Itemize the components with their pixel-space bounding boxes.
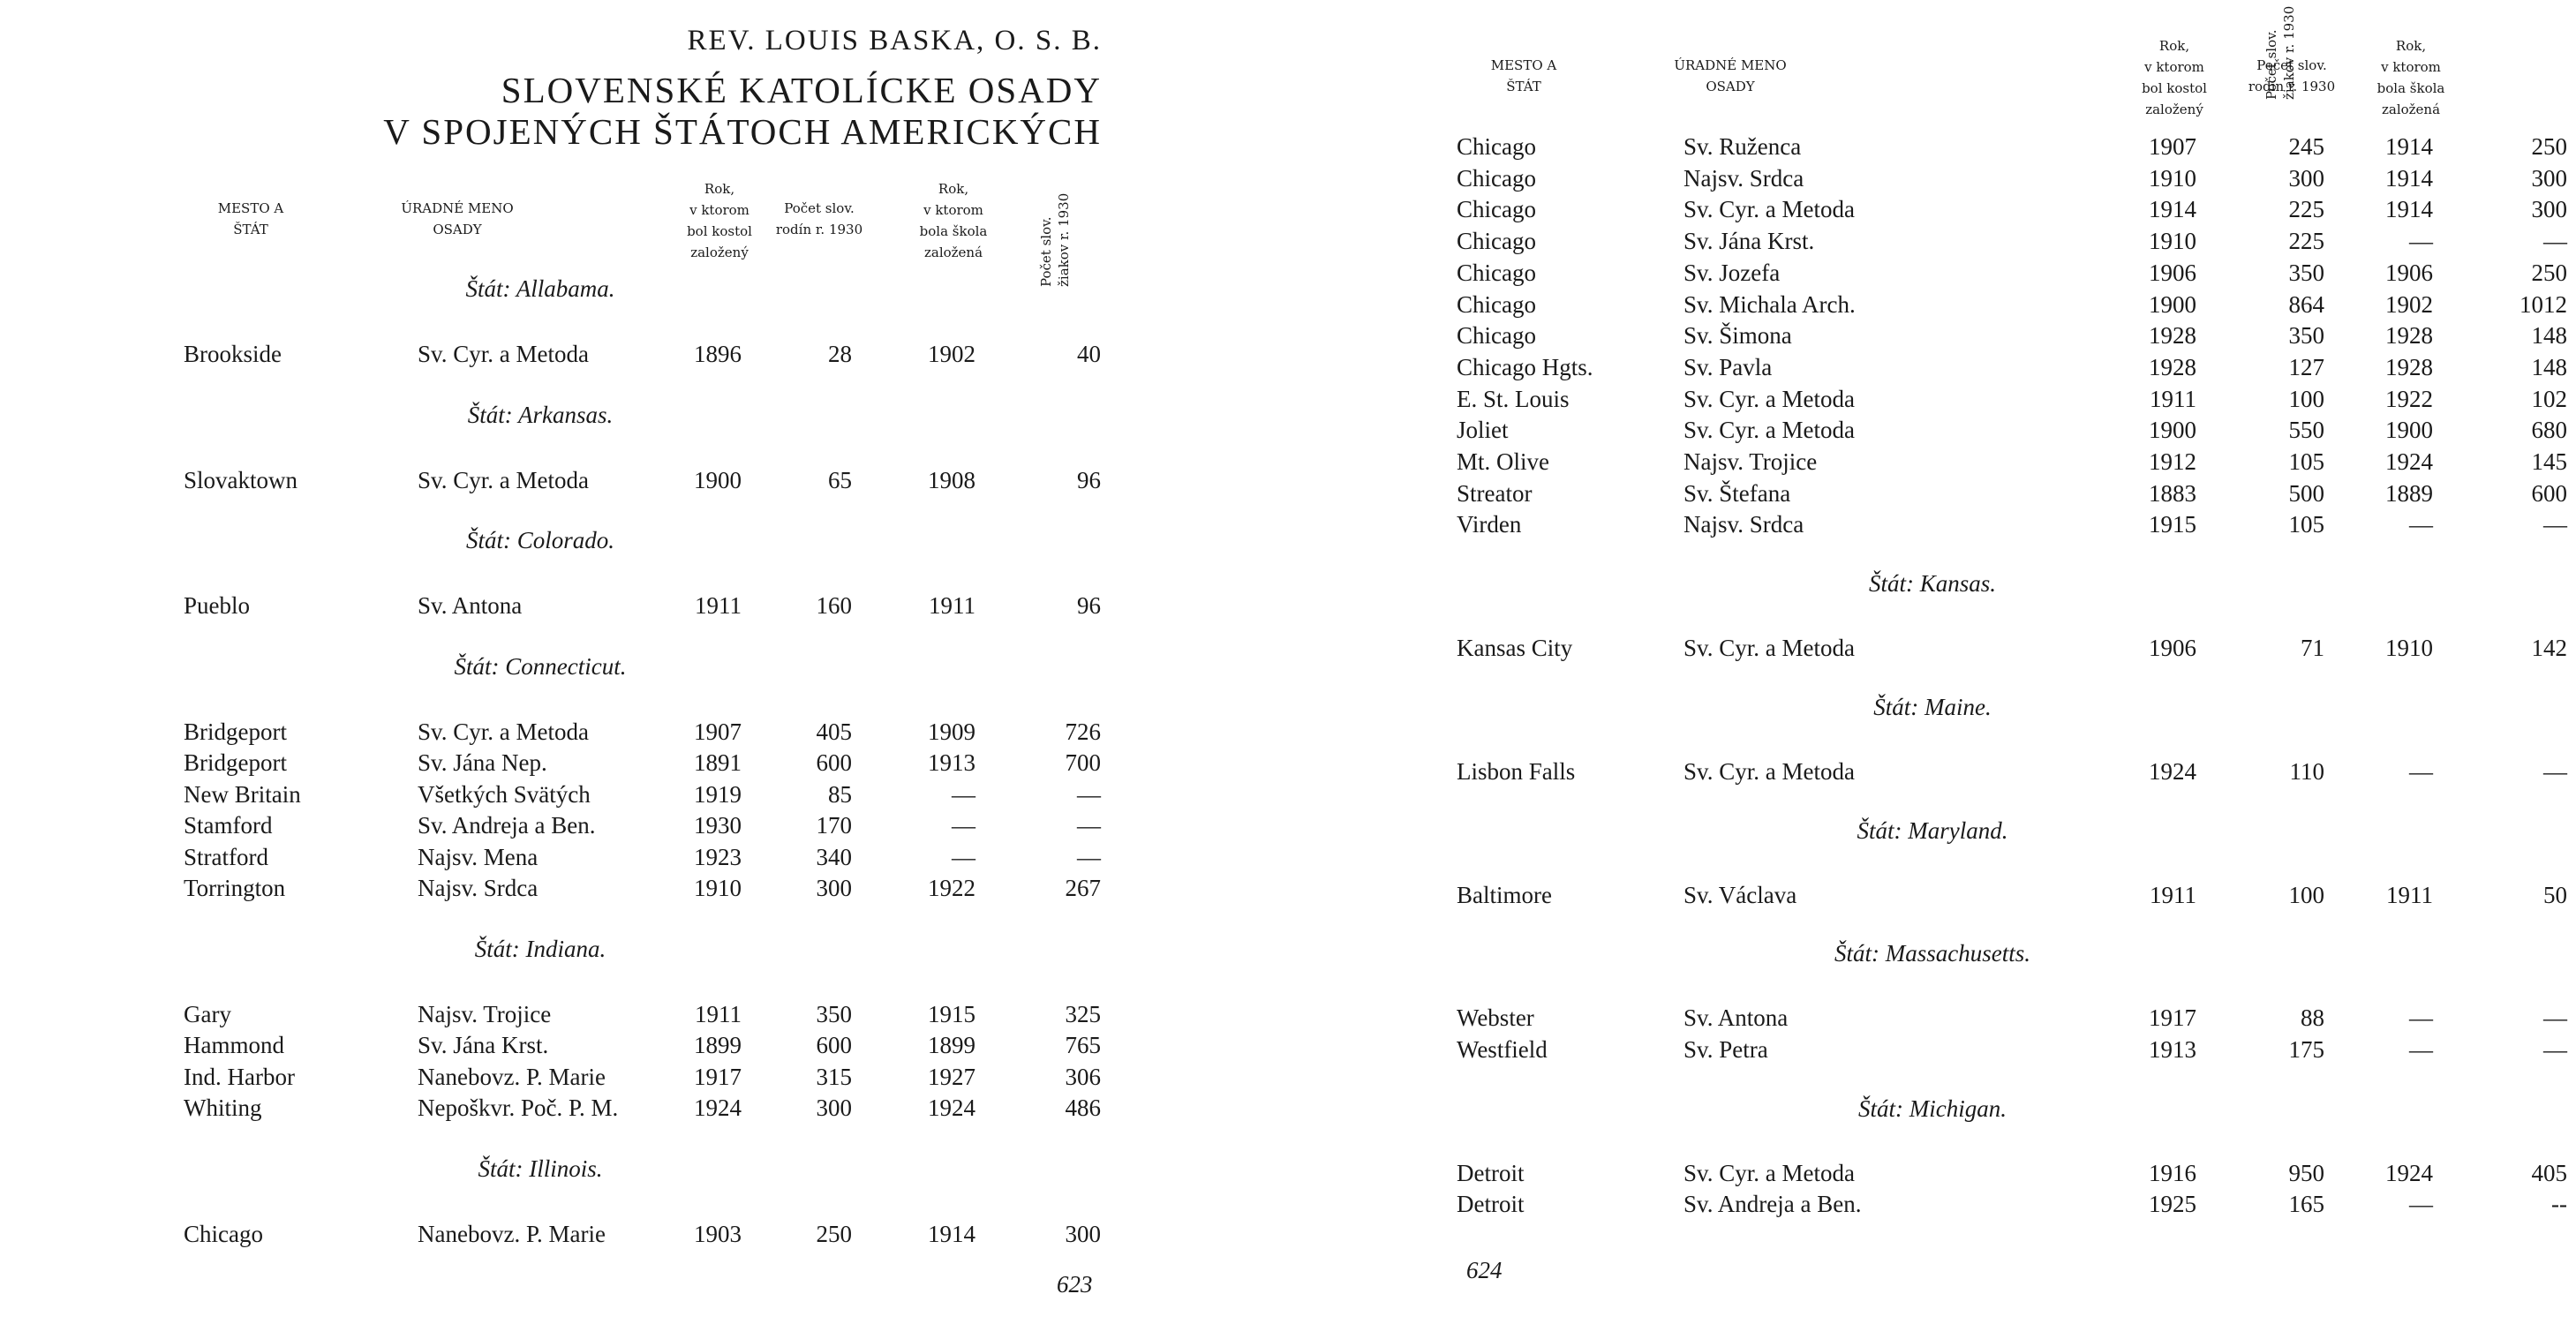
school-year-cell: 1928 <box>2385 322 2433 350</box>
header-line: bol kostol <box>2142 80 2207 96</box>
city-cell: Slovaktown <box>184 466 298 493</box>
church-year-cell: 1899 <box>694 1032 742 1058</box>
table-row <box>1457 879 2576 911</box>
church-year-cell: 1911 <box>695 592 742 619</box>
table-row <box>184 1218 1110 1250</box>
school-year-cell: 1914 <box>2385 196 2433 223</box>
parish-name-cell: Sv. Cyr. a Metoda <box>1683 385 1855 412</box>
column-header-parish <box>1616 55 1845 97</box>
table-row <box>184 841 1110 873</box>
table-row <box>1457 756 2576 787</box>
church-year-cell: 1907 <box>694 718 742 745</box>
header-line: založený <box>690 244 749 260</box>
pupils-count-cell: 765 <box>1065 1032 1101 1058</box>
state-heading: Štát: Maine. <box>1873 693 1992 720</box>
city-cell: Hammond <box>184 1032 284 1058</box>
table-row <box>1457 478 2576 509</box>
table-row <box>184 1061 1110 1093</box>
pupils-count-cell: 50 <box>2543 881 2567 908</box>
parish-name-cell: Sv. Šimona <box>1683 322 1792 350</box>
pupils-count-cell: 300 <box>1065 1220 1101 1247</box>
pupils-count-cell: 700 <box>1065 749 1101 776</box>
church-year-cell: 1919 <box>694 780 742 808</box>
pupils-count-cell: — <box>2543 1035 2567 1063</box>
city-cell: Ind. Harbor <box>184 1063 295 1090</box>
school-year-cell: 1928 <box>2385 353 2433 380</box>
church-year-cell: 1917 <box>694 1063 742 1090</box>
pupils-count-cell: — <box>2543 228 2567 255</box>
parish-name-cell: Sv. Pavla <box>1683 353 1773 380</box>
table-row <box>184 590 1110 621</box>
city-cell: Joliet <box>1457 417 1509 444</box>
parish-name-cell: Sv. Cyr. a Metoda <box>1683 196 1855 223</box>
pupils-count-cell: 306 <box>1065 1063 1101 1090</box>
table-row <box>1457 1034 2576 1065</box>
pupils-count-cell: 680 <box>2531 417 2567 444</box>
table-row <box>184 716 1110 748</box>
pupils-count-cell: 148 <box>2531 322 2567 350</box>
pupils-count-cell: -- <box>2551 1191 2567 1218</box>
church-year-cell: 1914 <box>2149 196 2196 223</box>
families-count-cell: 600 <box>816 1032 852 1058</box>
school-year-cell: — <box>952 843 975 870</box>
pupils-count-cell: 96 <box>1077 466 1101 493</box>
pupils-count-cell: 102 <box>2531 385 2567 412</box>
city-cell: Webster <box>1457 1004 1534 1032</box>
column-header-school-year <box>887 178 1020 263</box>
parish-name-cell: Sv. Cyr. a Metoda <box>418 466 589 493</box>
city-cell: Stamford <box>184 812 273 839</box>
header-line: OSADY <box>433 222 482 237</box>
pupils-count-cell: — <box>2543 757 2567 785</box>
header-line: Rok, <box>938 181 969 197</box>
header-line: Rok, <box>704 181 735 197</box>
families-count-cell: 405 <box>816 718 852 745</box>
church-year-cell: 1923 <box>694 843 742 870</box>
header-line: bola škola <box>2376 80 2445 96</box>
parish-name-cell: Najsv. Srdca <box>418 875 539 901</box>
column-header-families <box>753 198 885 240</box>
table-row <box>184 779 1110 810</box>
families-count-cell: 250 <box>816 1220 852 1247</box>
header-line: v ktorom <box>2381 59 2441 75</box>
table-row <box>184 1029 1110 1061</box>
parish-name-cell: Sv. Jána Nep. <box>418 749 547 776</box>
city-cell: Chicago <box>1457 196 1536 223</box>
parish-name-cell: Sv. Cyr. a Metoda <box>1683 1159 1855 1186</box>
church-year-cell: 1910 <box>2149 228 2196 255</box>
header-line: založená <box>923 244 983 260</box>
city-cell: Westfield <box>1457 1035 1548 1063</box>
school-year-cell: 1902 <box>2385 290 2433 318</box>
state-heading: Štát: Indiana. <box>474 935 606 962</box>
church-year-cell: 1906 <box>2149 635 2196 662</box>
families-count-cell: 300 <box>816 1095 852 1121</box>
church-year-cell: 1928 <box>2149 322 2196 350</box>
church-year-cell: 1903 <box>694 1220 742 1247</box>
column-header-city <box>1453 55 1594 97</box>
city-cell: Chicago <box>1457 228 1536 255</box>
city-cell: Torrington <box>184 875 286 901</box>
table-row <box>184 809 1110 841</box>
church-year-cell: 1925 <box>2149 1191 2196 1218</box>
parish-name-cell: Sv. Michala Arch. <box>1683 290 1856 318</box>
school-year-cell: 1911 <box>2386 881 2433 908</box>
parish-name-cell: Sv. Andreja a Ben. <box>418 812 596 839</box>
families-count-cell: 245 <box>2288 133 2324 160</box>
school-year-cell: 1899 <box>928 1032 975 1058</box>
school-year-cell: 1911 <box>929 592 975 619</box>
families-count-cell: 105 <box>2288 448 2324 475</box>
table-row <box>1457 193 2576 225</box>
families-count-cell: 340 <box>816 843 852 870</box>
families-count-cell: 350 <box>816 1000 852 1027</box>
church-year-cell: 1891 <box>694 749 742 776</box>
families-count-cell: 165 <box>2288 1191 2324 1218</box>
header-line: rodín r. 1930 <box>2248 79 2336 94</box>
city-cell: Chicago <box>1457 259 1536 286</box>
header-line: rodín r. 1930 <box>775 222 863 237</box>
church-year-cell: 1896 <box>694 341 742 367</box>
parish-name-cell: Najsv. Srdca <box>1683 164 1804 192</box>
parish-name-cell: Sv. Ruženca <box>1683 133 1802 160</box>
school-year-cell: 1924 <box>2385 448 2433 475</box>
parish-name-cell: Sv. Jána Krst. <box>1683 228 1815 255</box>
school-year-cell: — <box>2409 757 2433 785</box>
church-year-cell: 1906 <box>2149 259 2196 286</box>
parish-name-cell: Všetkých Svätých <box>418 780 591 808</box>
table-row <box>1457 257 2576 289</box>
school-year-cell: 1927 <box>928 1063 975 1090</box>
pupils-count-cell: 325 <box>1065 1000 1101 1027</box>
parish-name-cell: Sv. Štefana <box>1683 479 1791 507</box>
column-header-school-year <box>2345 35 2477 120</box>
table-row <box>1457 1157 2576 1189</box>
church-year-cell: 1924 <box>694 1095 742 1121</box>
table-row <box>184 1092 1110 1124</box>
header-line: MESTO A <box>217 200 284 216</box>
header-line: bol kostol <box>687 223 752 239</box>
school-year-cell: — <box>952 812 975 839</box>
school-year-cell: 1909 <box>928 718 975 745</box>
header-line: Počet slov. <box>2256 57 2327 73</box>
city-cell: Lisbon Falls <box>1457 757 1576 785</box>
church-year-cell: 1930 <box>694 812 742 839</box>
families-count-cell: 71 <box>2301 635 2324 662</box>
title-line-2: V SPOJENÝCH ŠTÁTOCH AMERICKÝCH <box>383 111 1102 152</box>
header-line: bola škola <box>919 223 988 239</box>
table-row <box>1457 632 2576 664</box>
parish-name-cell: Sv. Petra <box>1683 1035 1768 1063</box>
families-count-cell: 550 <box>2288 417 2324 444</box>
city-cell: Chicago <box>1457 290 1536 318</box>
table-row <box>1457 1188 2576 1220</box>
church-year-cell: 1916 <box>2149 1159 2196 1186</box>
header-line: ŠTÁT <box>233 222 268 237</box>
pupils-count-cell: 726 <box>1065 718 1101 745</box>
families-count-cell: 864 <box>2288 290 2324 318</box>
families-count-cell: 350 <box>2288 259 2324 286</box>
city-cell: Chicago <box>1457 133 1536 160</box>
city-cell: Bridgeport <box>184 749 287 776</box>
header-line: Počet slov. <box>2263 29 2279 100</box>
state-heading: Štát: Colorado. <box>465 527 615 553</box>
parish-name-cell: Najsv. Mena <box>418 843 539 870</box>
pupils-count-cell: 1012 <box>2520 290 2567 318</box>
city-cell: New Britain <box>184 780 301 808</box>
table-row <box>1457 320 2576 351</box>
header-line: Rok, <box>2158 38 2190 54</box>
column-header-church-year <box>2108 35 2241 120</box>
page-number: 623 <box>1057 1271 1093 1298</box>
header-line: ÚRADNÉ MENO <box>401 200 514 216</box>
column-header-pupils <box>2263 3 2298 100</box>
table-row <box>1457 508 2576 540</box>
header-line: v ktorom <box>923 202 983 218</box>
pupils-count-cell: 300 <box>2531 196 2567 223</box>
city-cell: Virden <box>1457 511 1522 538</box>
city-cell: Chicago <box>1457 322 1536 350</box>
pupils-count-cell: — <box>1077 812 1101 839</box>
pupils-count-cell: 405 <box>2531 1159 2567 1186</box>
pupils-count-cell: 40 <box>1077 341 1101 367</box>
table-row <box>1457 225 2576 257</box>
pupils-count-cell: 300 <box>2531 164 2567 192</box>
pupils-count-cell: 600 <box>2531 479 2567 507</box>
city-cell: Baltimore <box>1457 881 1552 908</box>
city-cell: Chicago <box>184 1220 263 1247</box>
families-count-cell: 300 <box>2288 164 2324 192</box>
families-count-cell: 88 <box>2301 1004 2324 1032</box>
state-heading: Štát: Allabama. <box>465 275 615 302</box>
table-row <box>184 747 1110 779</box>
city-cell: Chicago <box>1457 164 1536 192</box>
state-heading: Štát: Michigan. <box>1858 1095 2007 1122</box>
header-line: Rok, <box>2395 38 2427 54</box>
city-cell: Gary <box>184 1000 231 1027</box>
column-header-city <box>180 198 321 240</box>
families-count-cell: 500 <box>2288 479 2324 507</box>
header-line: založená <box>2381 102 2441 117</box>
church-year-cell: 1911 <box>2150 385 2196 412</box>
school-year-cell: 1910 <box>2385 635 2433 662</box>
school-year-cell: 1914 <box>928 1220 975 1247</box>
header-line: MESTO A <box>1490 57 1557 73</box>
parish-name-cell: Sv. Václava <box>1683 881 1797 908</box>
families-count-cell: 315 <box>816 1063 852 1090</box>
pupils-count-cell: 250 <box>2531 133 2567 160</box>
parish-name-cell: Najsv. Trojice <box>418 1000 552 1027</box>
header-line: v ktorom <box>2144 59 2204 75</box>
table-row <box>184 872 1110 904</box>
city-cell: Pueblo <box>184 592 251 619</box>
church-year-cell: 1900 <box>2149 290 2196 318</box>
table-row <box>184 464 1110 496</box>
parish-name-cell: Sv. Jozefa <box>1683 259 1781 286</box>
school-year-cell: 1889 <box>2385 479 2433 507</box>
church-year-cell: 1915 <box>2149 511 2196 538</box>
school-year-cell: — <box>2409 228 2433 255</box>
author-line: REV. LOUIS BASKA, O. S. B. <box>687 25 1102 56</box>
parish-name-cell: Sv. Jána Krst. <box>418 1032 549 1058</box>
parish-name-cell: Sv. Antona <box>418 592 523 619</box>
school-year-cell: 1914 <box>2385 164 2433 192</box>
city-cell: Streator <box>1457 479 1533 507</box>
school-year-cell: 1924 <box>928 1095 975 1121</box>
families-count-cell: 950 <box>2288 1159 2324 1186</box>
parish-name-cell: Sv. Cyr. a Metoda <box>1683 417 1855 444</box>
state-heading: Štát: Connecticut. <box>454 652 627 680</box>
families-count-cell: 175 <box>2288 1035 2324 1063</box>
parish-name-cell: Najsv. Trojice <box>1683 448 1818 475</box>
parish-name-cell: Sv. Cyr. a Metoda <box>1683 757 1855 785</box>
families-count-cell: 300 <box>816 875 852 901</box>
school-year-cell: 1906 <box>2385 259 2433 286</box>
school-year-cell: 1915 <box>928 1000 975 1027</box>
families-count-cell: 110 <box>2289 757 2324 785</box>
families-count-cell: 65 <box>828 466 852 493</box>
families-count-cell: 100 <box>2288 881 2324 908</box>
city-cell: Stratford <box>184 843 268 870</box>
parish-name-cell: Najsv. Srdca <box>1683 511 1804 538</box>
school-year-cell: 1924 <box>2385 1159 2433 1186</box>
school-year-cell: 1902 <box>928 341 975 367</box>
church-year-cell: 1910 <box>2149 164 2196 192</box>
pupils-count-cell: 142 <box>2531 635 2567 662</box>
families-count-cell: 600 <box>816 749 852 776</box>
header-line: Počet slov. <box>1038 216 1054 287</box>
families-count-cell: 170 <box>816 812 852 839</box>
table-row <box>1457 351 2576 383</box>
school-year-cell: — <box>2409 511 2433 538</box>
right-page <box>1270 0 2567 1324</box>
pupils-count-cell: 148 <box>2531 353 2567 380</box>
parish-name-cell: Sv. Antona <box>1683 1004 1789 1032</box>
families-count-cell: 225 <box>2288 228 2324 255</box>
city-cell: E. St. Louis <box>1457 385 1570 412</box>
school-year-cell: — <box>2409 1035 2433 1063</box>
families-count-cell: 160 <box>816 592 852 619</box>
header-line: Počet slov. <box>784 200 855 216</box>
pupils-count-cell: 96 <box>1077 592 1101 619</box>
pupils-count-cell: 145 <box>2531 448 2567 475</box>
left-page <box>0 0 1270 1324</box>
state-heading: Štát: Massachusetts. <box>1834 940 2030 967</box>
table-row <box>1457 414 2576 446</box>
header-line: OSADY <box>1706 79 1755 94</box>
table-row <box>1457 131 2576 162</box>
pupils-count-cell: — <box>2543 1004 2567 1032</box>
column-header-parish <box>343 198 572 240</box>
city-cell: Detroit <box>1457 1191 1525 1218</box>
church-year-cell: 1900 <box>2149 417 2196 444</box>
church-year-cell: 1924 <box>2149 757 2196 785</box>
families-count-cell: 105 <box>2288 511 2324 538</box>
state-heading: Štát: Arkansas. <box>467 401 614 428</box>
parish-name-cell: Nanebovz. P. Marie <box>418 1063 606 1090</box>
header-line: ÚRADNÉ MENO <box>1674 57 1787 73</box>
church-year-cell: 1913 <box>2149 1035 2196 1063</box>
parish-name-cell: Nepoškvr. Poč. P. M. <box>418 1095 619 1121</box>
city-cell: Detroit <box>1457 1159 1525 1186</box>
parish-name-cell: Sv. Cyr. a Metoda <box>1683 635 1855 662</box>
school-year-cell: 1922 <box>2385 385 2433 412</box>
church-year-cell: 1910 <box>694 875 742 901</box>
city-cell: Mt. Olive <box>1457 448 1549 475</box>
city-cell: Chicago Hgts. <box>1457 353 1593 380</box>
school-year-cell: 1913 <box>928 749 975 776</box>
families-count-cell: 350 <box>2288 322 2324 350</box>
pupils-count-cell: — <box>1077 780 1101 808</box>
families-count-cell: 127 <box>2288 353 2324 380</box>
header-line: v ktorom <box>689 202 749 218</box>
table-row <box>184 338 1110 370</box>
church-year-cell: 1912 <box>2149 448 2196 475</box>
school-year-cell: 1900 <box>2385 417 2433 444</box>
church-year-cell: 1911 <box>695 1000 742 1027</box>
families-count-cell: 85 <box>828 780 852 808</box>
table-row <box>1457 1002 2576 1034</box>
page-number: 624 <box>1466 1257 1503 1283</box>
school-year-cell: 1914 <box>2385 133 2433 160</box>
table-row <box>184 998 1110 1030</box>
table-row <box>1457 446 2576 478</box>
title-line-1: SLOVENSKÉ KATOLÍCKE OSADY <box>501 70 1102 110</box>
school-year-cell: 1908 <box>928 466 975 493</box>
table-row <box>1457 383 2576 415</box>
column-header-pupils <box>1037 190 1073 287</box>
city-cell: Bridgeport <box>184 718 287 745</box>
state-heading: Štát: Illinois. <box>478 1155 603 1182</box>
header-line: žiakov r. 1930 <box>1056 192 1072 287</box>
city-cell: Whiting <box>184 1095 262 1121</box>
school-year-cell: — <box>2409 1191 2433 1218</box>
school-year-cell: 1922 <box>928 875 975 901</box>
pupils-count-cell: 486 <box>1065 1095 1101 1121</box>
parish-name-cell: Sv. Cyr. a Metoda <box>418 341 589 367</box>
table-row <box>1457 162 2576 194</box>
families-count-cell: 28 <box>828 341 852 367</box>
table-row <box>1457 289 2576 320</box>
pupils-count-cell: — <box>2543 511 2567 538</box>
pupils-count-cell: — <box>1077 843 1101 870</box>
church-year-cell: 1917 <box>2149 1004 2196 1032</box>
church-year-cell: 1900 <box>694 466 742 493</box>
pupils-count-cell: 250 <box>2531 259 2567 286</box>
parish-name-cell: Sv. Andreja a Ben. <box>1683 1191 1862 1218</box>
header-line: ŠTÁT <box>1506 79 1541 94</box>
church-year-cell: 1907 <box>2149 133 2196 160</box>
families-count-cell: 100 <box>2288 385 2324 412</box>
church-year-cell: 1911 <box>2150 881 2196 908</box>
school-year-cell: — <box>2409 1004 2433 1032</box>
city-cell: Brookside <box>184 341 282 367</box>
school-year-cell: — <box>952 780 975 808</box>
church-year-cell: 1883 <box>2149 479 2196 507</box>
city-cell: Kansas City <box>1457 635 1573 662</box>
state-heading: Štát: Kansas. <box>1868 570 1997 598</box>
state-heading: Štát: Maryland. <box>1857 816 2008 844</box>
church-year-cell: 1928 <box>2149 353 2196 380</box>
pupils-count-cell: 267 <box>1065 875 1101 901</box>
header-line: založený <box>2145 102 2203 117</box>
header-line: žiakov r. 1930 <box>2281 5 2297 100</box>
families-count-cell: 225 <box>2288 196 2324 223</box>
parish-name-cell: Sv. Cyr. a Metoda <box>418 718 589 745</box>
parish-name-cell: Nanebovz. P. Marie <box>418 1220 606 1247</box>
